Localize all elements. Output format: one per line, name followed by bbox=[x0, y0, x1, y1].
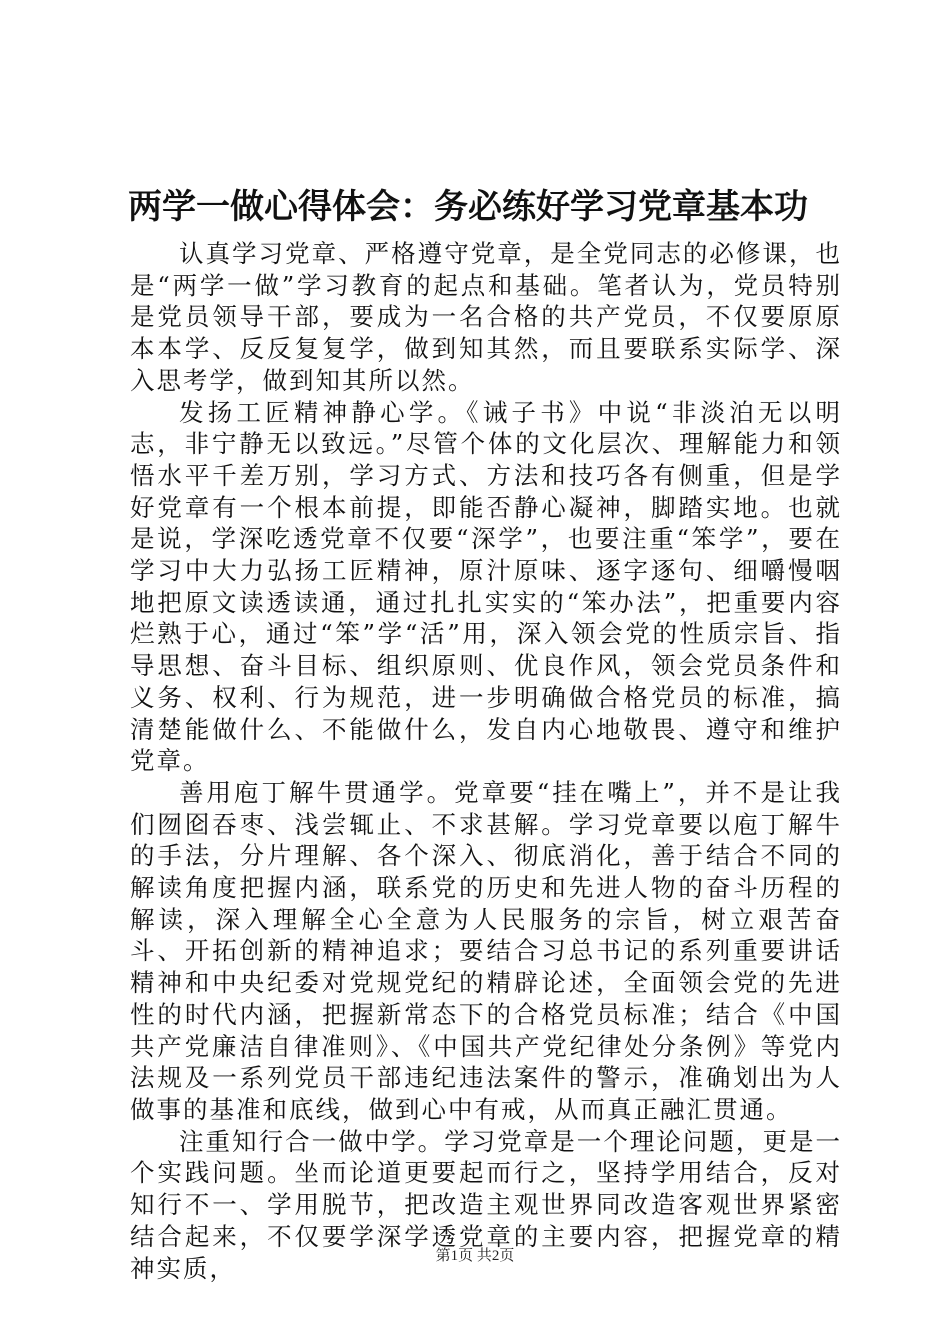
page-number-footer: 第1页 共2页 bbox=[435, 1248, 515, 1264]
document-title: 两学一做心得体会：务必练好学习党章基本功 bbox=[128, 187, 808, 227]
paragraph-1: 认真学习党章、严格遵守党章，是全党同志的必修课，也是“两学一做”学习教育的起点和基础。笔者认为，党员特别是党员领导干部，要成为一名合格的共产党员，不仅要原原本本学、反反复复学，做到知其然，而且要联系实际学、深入思考学，做到知其所以然。 bbox=[130, 239, 842, 395]
document-body bbox=[130, 238, 842, 1284]
paragraph-4: 注重知行合一做中学。学习党章是一个理论问题，更是一个实践问题。坐而论道更要起而行之，坚持学用结合，反对知行不一、学用脱节，把改造主观世界同改造客观世界紧密结合起来，不仅要学深学透党章的主要内容，把握党章的精神实质， bbox=[130, 1126, 842, 1283]
paragraph-3: 善用庖丁解牛贯通学。党章要“挂在嘴上”，并不是让我们囫囵吞枣、浅尝辄止、不求甚解。学习党章要以庖丁解牛的手法，分片理解、各个深入、彻底消化，善于结合不同的解读角度把握内涵，联系党的历史和先进人物的奋斗历程的解读，深入理解全心全意为人民服务的宗旨，树立艰苦奋斗、开拓创新的精神追求；要结合习总书记的系列重要讲话精神和中央纪委对党规党纪的精辟论述，全面领会党的先进性的时代内涵，把握新常态下的合格党员标准；结合《中国共产党廉洁自律准则》、《中国共产党纪律处分条例》等党内法规及一系列党员干部违纪违法案件的警示，准确划出为人做事的基准和底线，做到心中有戒，从而真正融汇贯通。 bbox=[130, 777, 842, 1124]
paragraph-2: 发扬工匠精神静心学。《诫子书》中说“非淡泊无以明志，非宁静无以致远。”尽管个体的文化层次、理解能力和领悟水平千差万别，学习方式、方法和技巧各有侧重，但是学好党章有一个根本前提，即能否静心凝神，脚踏实地。也就是说，学深吃透党章不仅要“深学”，也要注重“笨学”，要在学习中大力弘扬工匠精神，原汁原味、逐字逐句、细嚼慢咽地把原文读透读通，通过扎扎实实的“笨办法”，把重要内容烂熟于心，通过“笨”学“活”用，深入领会党的性质宗旨、指导思想、奋斗目标、组织原则、优良作风，领会党员条件和义务、权利、行为规范，进一步明确做合格党员的标准，搞清楚能做什么、不能做什么，发自内心地敬畏、遵守和维护党章。 bbox=[130, 397, 842, 776]
